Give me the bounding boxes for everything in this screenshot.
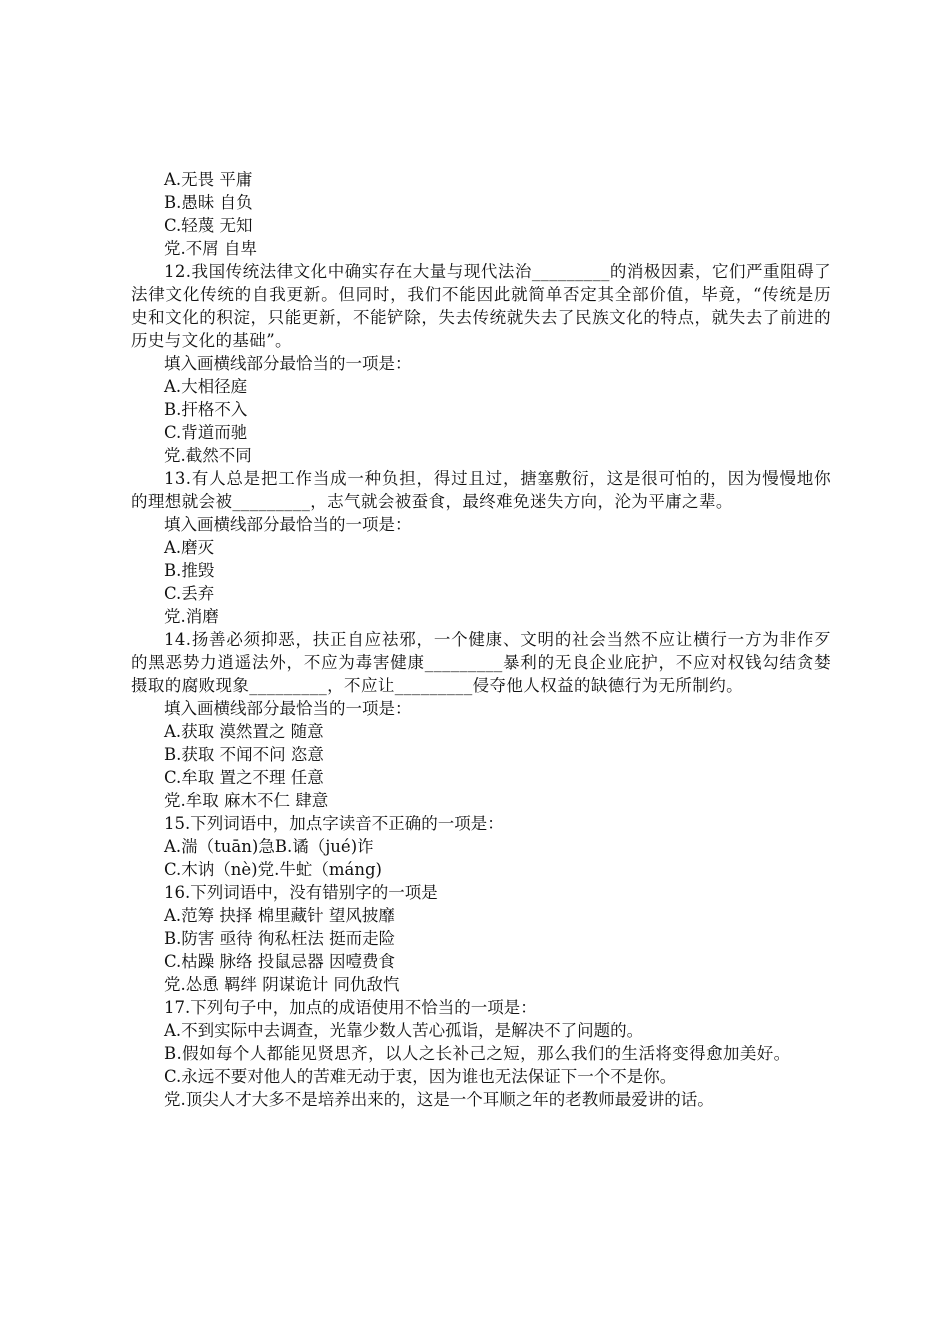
text-line: 党.顶尖人才大多不是培养出来的，这是一个耳顺之年的老教师最爱讲的话。 [164, 1090, 714, 1109]
text-line: C.牟取 置之不理 任意 [164, 768, 324, 787]
text-line: 15.下列词语中，加点字读音不正确的一项是： [164, 814, 504, 833]
question-paragraph: 13.有人总是把工作当成一种负担，得过且过，搪塞敷衍，这是很可怕的，因为慢慢地你的理想就会被_________，志气就会被蚕食，最终难免迷失方向，沦为平庸之辈。 [131, 469, 831, 511]
question-paragraph: B.假如每个人都能见贤思齐，以人之长补己之短，那么我们的生活将变得愈加美好。 [164, 1044, 791, 1063]
text-line: 党.牟取 麻木不仁 肆意 [164, 791, 329, 810]
text-line: 填入画横线部分最恰当的一项是： [164, 515, 412, 534]
text-line: 党.消磨 [164, 607, 219, 626]
text-line: C.木讷（nè)党.牛虻（máng) [164, 860, 382, 879]
text-line: 填入画横线部分最恰当的一项是： [164, 354, 412, 373]
document-page [131, 168, 831, 1111]
text-line: A.获取 漠然置之 随意 [164, 722, 324, 741]
text-line: 党.不屑 自卑 [164, 239, 257, 258]
text-line: A.不到实际中去调查，光靠少数人苦心孤诣，是解决不了问题的。 [164, 1021, 644, 1040]
text-line: 党.怂恿 羁绊 阴谋诡计 同仇敌忾 [164, 975, 400, 994]
text-line: C.背道而驰 [164, 423, 248, 442]
text-line: B.防害 亟待 徇私枉法 挺而走险 [164, 929, 396, 948]
text-line: B.获取 不闻不问 恣意 [164, 745, 324, 764]
text-line: 16.下列词语中，没有错别字的一项是 [164, 883, 438, 902]
text-line: B.扞格不入 [164, 400, 248, 419]
question-paragraph: 14.扬善必须抑恶，扶正自应祛邪，一个健康、文明的社会当然不应让横行一方为非作歹的黑恶势力逍遥法外，不应为毒害健康_________暴利的无良企业庇护，不应对权钱勾结贪婪摄取的腐败现象_________，不应让_________侵夺他人权益的缺德行为无所制约。 [131, 630, 831, 695]
text-line: A.大相径庭 [164, 377, 248, 396]
text-line: 17.下列句子中，加点的成语使用不恰当的一项是： [164, 998, 537, 1017]
text-line: 党.截然不同 [164, 446, 252, 465]
question-paragraph: 12.我国传统法律文化中确实存在大量与现代法治_________的消极因素，它们严重阻碍了法律文化传统的自我更新。但同时，我们不能因此就简单否定其全部价值，毕竟，“传统是历史和文化的积淀，只能更新，不能铲除，失去传统就失去了民族文化的特点，就失去了前进的历史与文化的基础”。 [131, 262, 831, 350]
text-line: B.愚昧 自负 [164, 193, 253, 212]
text-line: B.推毁 [164, 561, 215, 580]
text-line: A.无畏 平庸 [164, 170, 253, 189]
text-line: A.范筹 抉择 棉里藏针 望风披靡 [164, 906, 395, 925]
text-line: C.轻蔑 无知 [164, 216, 253, 235]
text-line: C.永远不要对他人的苦难无动于衷，因为谁也无法保证下一个不是你。 [164, 1067, 677, 1086]
text-line: A.磨灭 [164, 538, 215, 557]
text-line: A.湍（tuān)急B.谲（jué)诈 [164, 837, 374, 856]
text-line: C.枯躁 脉络 投鼠忌器 因噎费食 [164, 952, 396, 971]
text-line: 填入画横线部分最恰当的一项是： [164, 699, 412, 718]
text-line: C.丢弃 [164, 584, 215, 603]
